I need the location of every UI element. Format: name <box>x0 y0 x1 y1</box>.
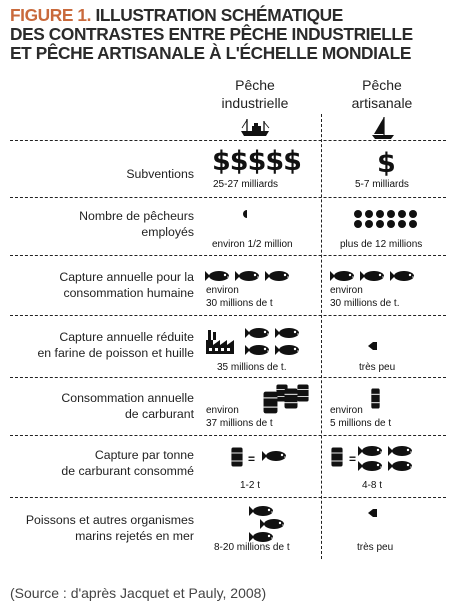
column-header-industrial-line1: Pêche <box>235 77 275 93</box>
fuel-barrel-icon <box>331 447 343 467</box>
carburant-industrial-value: environ 37 millions de t <box>206 405 273 429</box>
fish-icon <box>205 270 230 282</box>
row-label-carburant: Consommation annuelle de carburant <box>61 391 194 421</box>
subventions-artisanal-value: 5-7 milliards <box>355 179 409 190</box>
column-header-artisanal-line2: artisanale <box>351 95 413 111</box>
trawler-icon <box>240 118 270 138</box>
row-divider <box>10 255 446 256</box>
farine-artisanal-value: très peu <box>359 362 396 373</box>
fish-icon <box>235 270 260 282</box>
title-line-2: DES CONTRASTES ENTRE PÊCHE INDUSTRIELLE <box>10 24 413 44</box>
column-header-industrial-line2: industrielle <box>221 95 289 111</box>
row-divider <box>10 377 446 378</box>
fish-icon <box>265 270 290 282</box>
capture-humaine-artisanal-value: environ 30 millions de t. <box>330 285 400 309</box>
person-dot-icon <box>376 210 384 218</box>
half-fish-icon <box>367 507 378 519</box>
person-dot-icon <box>354 220 362 228</box>
column-divider <box>321 114 322 559</box>
person-dot-icon <box>354 210 362 218</box>
row-divider <box>10 497 446 498</box>
column-header-artisanal <box>342 76 422 112</box>
half-fish-icon <box>367 340 378 352</box>
row-label-capture-par-tonne: Capture par tonne de carburant consommé <box>61 448 194 478</box>
fish-icon <box>388 460 413 472</box>
row-divider <box>10 140 446 141</box>
subventions-industrial-value: 25-27 milliards <box>213 179 279 190</box>
column-header-industrial <box>205 76 305 112</box>
person-dot-icon <box>398 210 406 218</box>
person-dot-icon <box>365 220 373 228</box>
fish-icon <box>330 270 355 282</box>
column-header-artisanal-line1: Pêche <box>362 77 402 93</box>
capture-par-tonne-artisanal-value: 4-8 t <box>362 480 383 491</box>
fish-icon <box>275 344 300 356</box>
factory-icon <box>205 328 235 355</box>
row-label-subventions: Subventions <box>126 167 194 181</box>
figure-title <box>10 6 445 63</box>
rejetes-artisanal-value: très peu <box>357 542 394 553</box>
half-person-dot-icon <box>243 210 251 218</box>
row-label-pecheurs: Nombre de pêcheurs employés <box>79 209 194 239</box>
row-label-capture-humaine: Capture annuelle pour la consommation humaine <box>59 270 194 300</box>
fish-icon <box>260 518 285 530</box>
fish-icon <box>262 450 287 462</box>
dollar-icon-group: $$$$$ <box>212 146 301 177</box>
dollar-icon: $ <box>377 148 395 179</box>
person-dot-icon <box>398 220 406 228</box>
person-dot-icon <box>387 210 395 218</box>
person-dot-icon <box>387 220 395 228</box>
row-label-farine: Capture annuelle réduite en farine de poisson et huille <box>37 330 194 360</box>
capture-par-tonne-industrial-value: 1-2 t <box>240 480 261 491</box>
person-dot-icon <box>409 220 417 228</box>
person-dot-icon <box>376 220 384 228</box>
fuel-barrel-icon <box>231 447 243 467</box>
fuel-barrel-icon <box>297 384 309 402</box>
fish-icon <box>245 344 270 356</box>
figure-label: FIGURE 1. <box>10 5 92 25</box>
pecheurs-industrial-value: environ 1/2 million <box>212 239 293 250</box>
title-line-1: ILLUSTRATION SCHÉMATIQUE <box>95 5 343 25</box>
fish-icon <box>390 270 415 282</box>
fish-icon <box>358 445 383 457</box>
fuel-barrel-icon <box>284 388 298 409</box>
rejetes-industrial-value: 8-20 millions de t <box>214 542 290 553</box>
equals-sign: = <box>349 452 357 466</box>
fish-icon <box>249 505 274 517</box>
source-note: (Source : d'après Jacquet et Pauly, 2008) <box>10 585 267 601</box>
capture-humaine-industrial-value: environ 30 millions de t <box>206 285 273 309</box>
sailboat-icon <box>371 116 395 140</box>
person-dot-icon <box>365 210 373 218</box>
row-divider <box>10 435 446 436</box>
farine-industrial-value: 35 millions de t. <box>217 362 287 373</box>
equals-sign: = <box>248 452 256 466</box>
fish-icon <box>245 327 270 339</box>
row-label-rejetes: Poissons et autres organismes marins rejetés en mer <box>25 513 194 543</box>
title-line-3: ET PÊCHE ARTISANALE À L'ÉCHELLE MONDIALE <box>10 43 411 63</box>
row-divider <box>10 197 446 198</box>
fish-icon <box>388 445 413 457</box>
fish-icon <box>275 327 300 339</box>
carburant-artisanal-value: environ 5 millions de t <box>330 405 392 429</box>
fish-icon <box>358 460 383 472</box>
row-divider <box>10 315 446 316</box>
fish-icon <box>360 270 385 282</box>
pecheurs-artisanal-value: plus de 12 millions <box>340 239 423 250</box>
person-dot-icon <box>409 210 417 218</box>
